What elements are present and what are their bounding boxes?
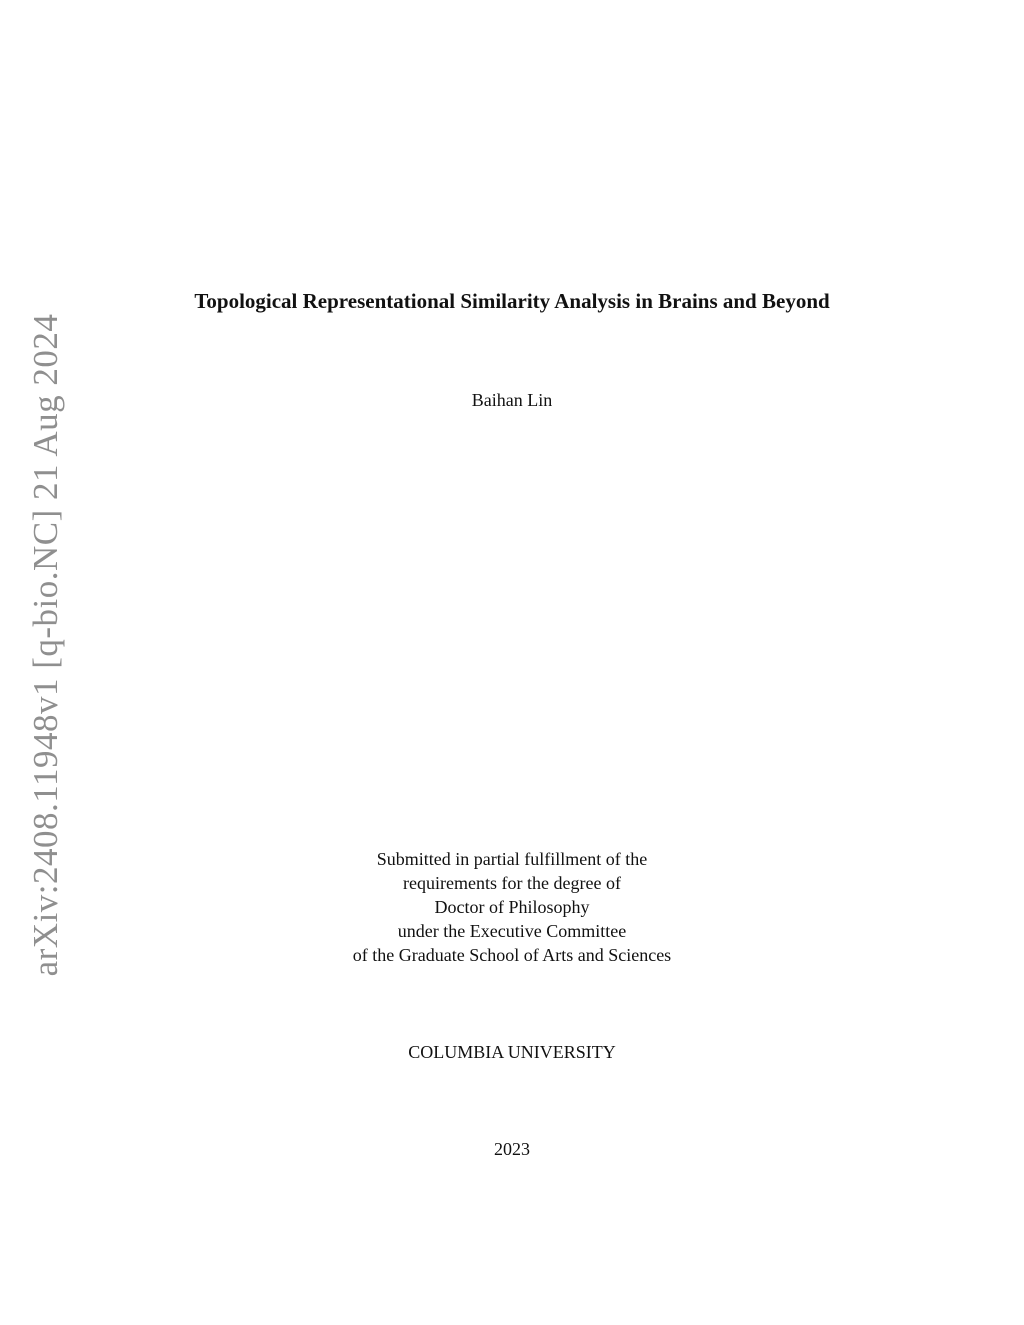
submission-line: of the Graduate School of Arts and Sciences [352, 945, 672, 965]
submission-line: Doctor of Philosophy [434, 897, 590, 917]
thesis-title: Topological Representational Similarity Analysis in Brains and Beyond [194, 289, 830, 313]
author-name: Baihan Lin [471, 390, 553, 410]
submission-year: 2023 [494, 1139, 530, 1159]
submission-line: Submitted in partial fulfillment of the [376, 849, 648, 869]
submission-line: under the Executive Committee [397, 921, 627, 941]
institution-name: COLUMBIA UNIVERSITY [408, 1042, 616, 1062]
submission-statement [0, 847, 1024, 967]
submission-line: requirements for the degree of [403, 873, 621, 893]
arxiv-identifier-stamp: arXiv:2408.11948v1 [q-bio.NC] 21 Aug 2024 [26, 313, 65, 977]
